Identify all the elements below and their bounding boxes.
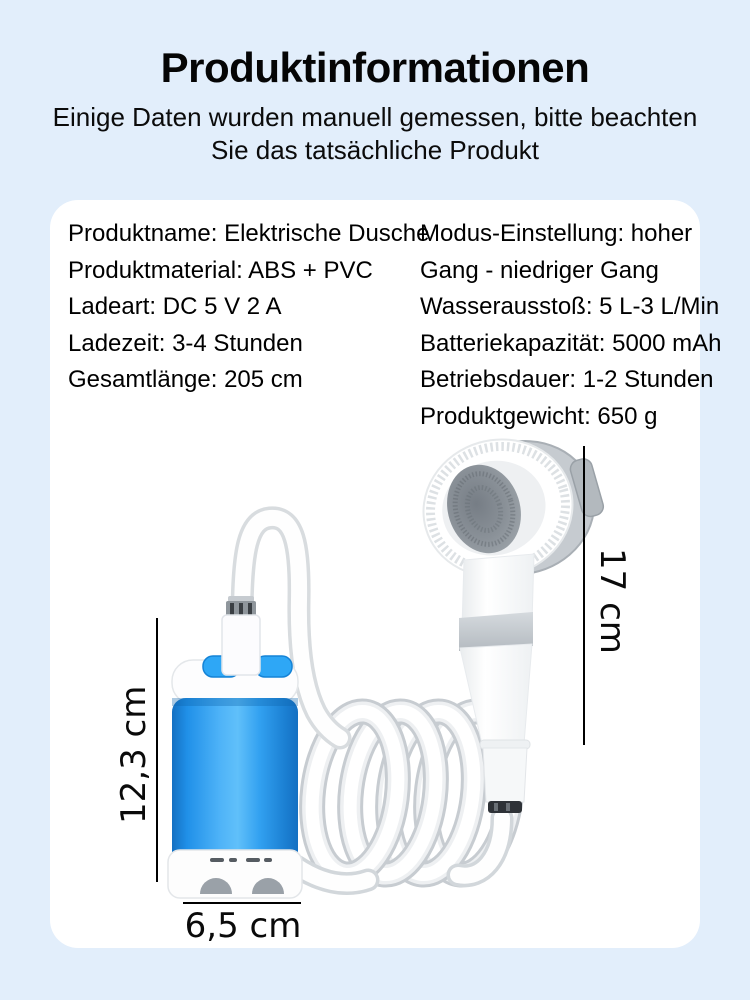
spec-water-output: Wasserausstoß: 5 L-3 L/Min <box>420 293 720 320</box>
subtitle-line-1: Einige Daten wurden manuell gemessen, bitte beachten <box>52 102 698 132</box>
dimension-label-pump-width: 6,5 cm <box>184 906 302 946</box>
spec-mode-setting-1: Modus-Einstellung: hoher <box>420 220 693 247</box>
spec-charging-time: Ladezeit: 3-4 Stunden <box>68 329 303 357</box>
subtitle-line-2: Sie das tatsächliche Produkt <box>210 135 540 165</box>
spec-charging-type: Ladeart: DC 5 V 2 A <box>68 293 282 320</box>
pump <box>168 596 302 898</box>
spec-product-material: Produktmaterial: ABS + PVC <box>68 256 373 284</box>
dimension-label-head-height: 17 cm <box>592 548 632 654</box>
handle-connector <box>483 748 527 802</box>
pump-body <box>172 698 298 868</box>
spec-battery-capacity: Batteriekapazität: 5000 mAh <box>420 329 722 357</box>
page-title: Produktinformationen <box>160 44 590 91</box>
handle-dark-ring <box>488 801 522 813</box>
spec-column-left <box>68 216 430 399</box>
spec-mode-setting-2: Gang - niedriger Gang <box>420 256 659 284</box>
spec-total-length: Gesamtlänge: 205 cm <box>68 366 303 393</box>
dimension-label-pump-height: 12,3 cm <box>114 685 154 824</box>
spec-product-weight: Produktgewicht: 650 g <box>420 402 658 430</box>
dimension-line-pump-height <box>156 618 158 882</box>
spec-operating-time: Betriebsdauer: 1-2 Stunden <box>420 366 714 393</box>
usb-plug-body <box>222 615 260 675</box>
spec-column-right <box>420 216 722 435</box>
dimension-line-pump-width <box>183 902 301 904</box>
spec-product-name: Produktname: Elektrische Dusche <box>68 220 430 247</box>
dimension-line-head-height <box>583 446 585 745</box>
page-subtitle <box>0 101 750 167</box>
product-info-card <box>50 200 722 948</box>
